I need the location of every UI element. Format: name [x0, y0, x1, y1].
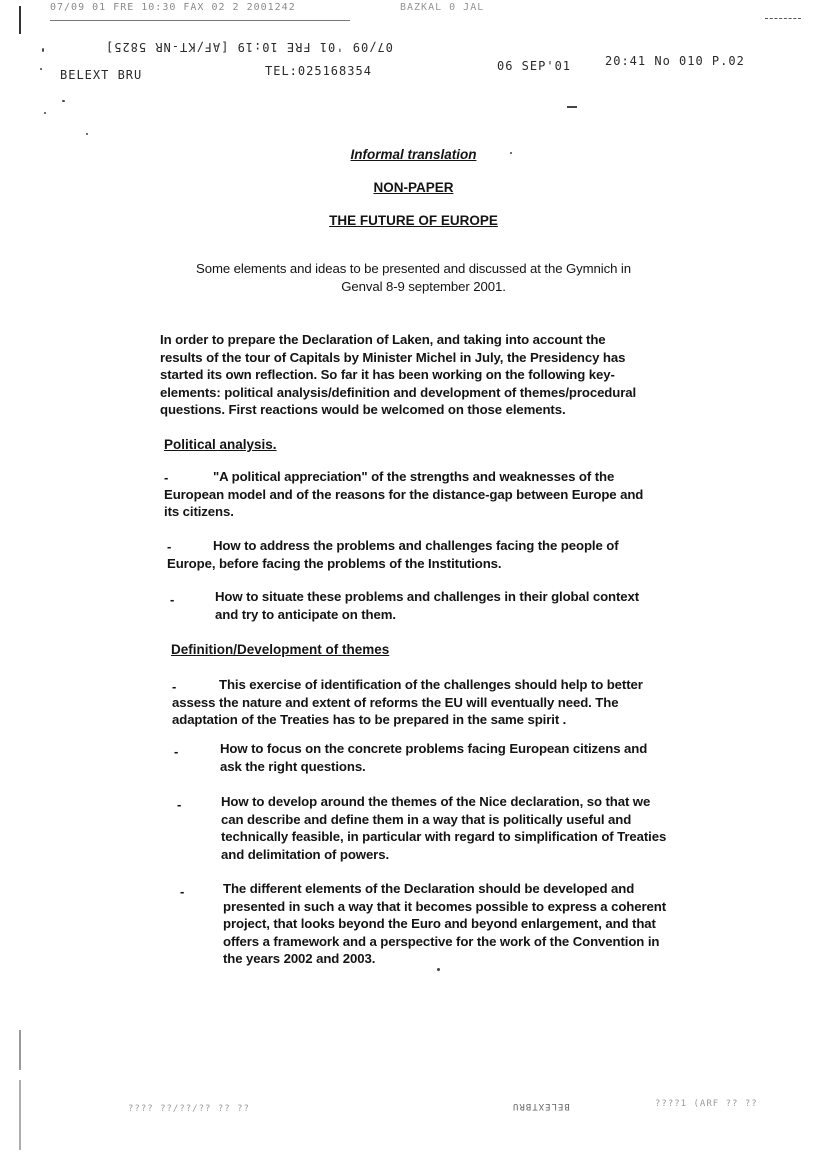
- list-item-text: [223, 880, 723, 968]
- scan-speck: [437, 968, 440, 971]
- list-item-line: technically feasible, in particular with regard to simplification of Treaties: [221, 829, 667, 844]
- document-subtitle: [0, 260, 827, 295]
- fax-header-inverted-line: 07/09 '01 FRE 10:19 [AF/KT-NR 5825]: [105, 40, 393, 54]
- subtitle-line: Genval 8-9 september 2001.: [341, 278, 506, 294]
- scan-margin-line: [19, 1030, 21, 1070]
- intro-line: In order to prepare the Declaration of Laken, and taking into account the: [160, 332, 606, 347]
- scan-speck: [62, 100, 65, 102]
- section-heading-political-analysis: Political analysis.: [164, 437, 277, 452]
- fax-header-top-right: BAZKAL 0 JAL: [400, 2, 485, 13]
- list-item-text: [220, 740, 720, 775]
- list-item-line: This exercise of identification of the challenges should help to better: [219, 677, 643, 692]
- list-item-line: can describe and define them in a way that is politically useful and: [221, 811, 632, 827]
- list-item-line: European model and of the reasons for the distance-gap between Europe and: [164, 486, 644, 502]
- subtitle-line: Some elements and ideas to be presented and discussed at the Gymnich in: [196, 261, 631, 276]
- list-item-line: How to develop around the themes of the Nice declaration, so that we: [221, 794, 651, 809]
- bullet-dash: -: [170, 592, 175, 607]
- list-item-text: [221, 793, 721, 863]
- list-item-text: [172, 676, 717, 729]
- list-item-text: [164, 468, 709, 521]
- list-item-line: presented in such a way that it becomes possible to express a coherent: [223, 898, 666, 914]
- intro-line: questions. First reactions would be welcomed on those elements.: [160, 402, 566, 417]
- list-item-text: [215, 588, 715, 623]
- fax-header-top-line: 07/09 01 FRE 10:30 FAX 02 2 2001242: [50, 2, 296, 13]
- list-item-line: project, that looks beyond the Euro and beyond enlargement, and that: [223, 916, 656, 931]
- fax-telephone: TEL:025168354: [265, 64, 372, 78]
- list-item-line: the years 2002 and 2003.: [223, 951, 376, 966]
- scan-margin-line: [19, 1080, 21, 1150]
- scan-speck: [86, 133, 88, 135]
- bullet-dash: -: [180, 884, 185, 899]
- scan-speck: [567, 106, 577, 108]
- scan-speck: [44, 112, 46, 114]
- list-item-line: adaptation of the Treaties has to be prepared in the same spirit .: [172, 712, 567, 727]
- list-item-line: and delimitation of powers.: [221, 846, 390, 862]
- list-item-line: The different elements of the Declaration should be developed and: [223, 881, 635, 896]
- list-item-line: How to focus on the concrete problems facing European citizens and: [220, 741, 648, 756]
- fax-header-rule-right: [765, 18, 801, 19]
- intro-line: results of the tour of Capitals by Minister Michel in July, the Presidency has: [160, 349, 626, 365]
- list-item-line: offers a framework and a perspective for the work of the Convention in: [223, 933, 660, 949]
- document-type: NON-PAPER: [373, 180, 454, 195]
- scan-speck: [42, 48, 44, 52]
- document-title: THE FUTURE OF EUROPE: [329, 213, 498, 228]
- fax-date: 06 SEP'01: [497, 59, 572, 73]
- bullet-dash: -: [174, 744, 179, 759]
- list-item-line: Europe, before facing the problems of the Institutions.: [167, 555, 502, 571]
- list-item-line: assess the nature and extent of reforms the EU will eventually need. The: [172, 694, 619, 710]
- bullet-dash: -: [172, 679, 177, 694]
- intro-line: elements: political analysis/definition and development of themes/procedural: [160, 384, 637, 400]
- list-item-line: its citizens.: [164, 504, 234, 519]
- list-item-line: and try to anticipate on them.: [215, 606, 396, 622]
- fax-time-page: 20:41 No 010 P.02: [605, 54, 745, 68]
- footer-artifact-center: BELEXTBRU: [512, 1101, 570, 1111]
- scan-margin-line: [19, 6, 21, 34]
- section-heading-definition-development: Definition/Development of themes: [171, 642, 390, 657]
- list-item-line: How to situate these problems and challenges in their global context: [215, 589, 640, 604]
- footer-artifact-right: ????1 (ARF ?? ??: [655, 1099, 758, 1109]
- bullet-dash: -: [177, 797, 182, 812]
- scan-speck: [40, 68, 42, 70]
- translation-note: Informal translation: [350, 147, 477, 162]
- fax-sender: BELEXT BRU: [60, 68, 143, 82]
- list-item-text: [167, 537, 712, 572]
- bullet-dash: -: [164, 470, 169, 485]
- footer-artifact-left: ???? ??/??/?? ?? ??: [128, 1104, 250, 1114]
- fax-header-rule: [50, 20, 350, 21]
- list-item-line: "A political appreciation" of the strengths and weaknesses of the: [213, 469, 615, 484]
- list-item-line: How to address the problems and challenges facing the people of: [213, 538, 619, 553]
- intro-paragraph: [160, 331, 705, 419]
- intro-line: started its own reflection. So far it has been working on the following key-: [160, 367, 615, 382]
- list-item-line: ask the right questions.: [220, 758, 366, 774]
- bullet-dash: -: [167, 539, 172, 554]
